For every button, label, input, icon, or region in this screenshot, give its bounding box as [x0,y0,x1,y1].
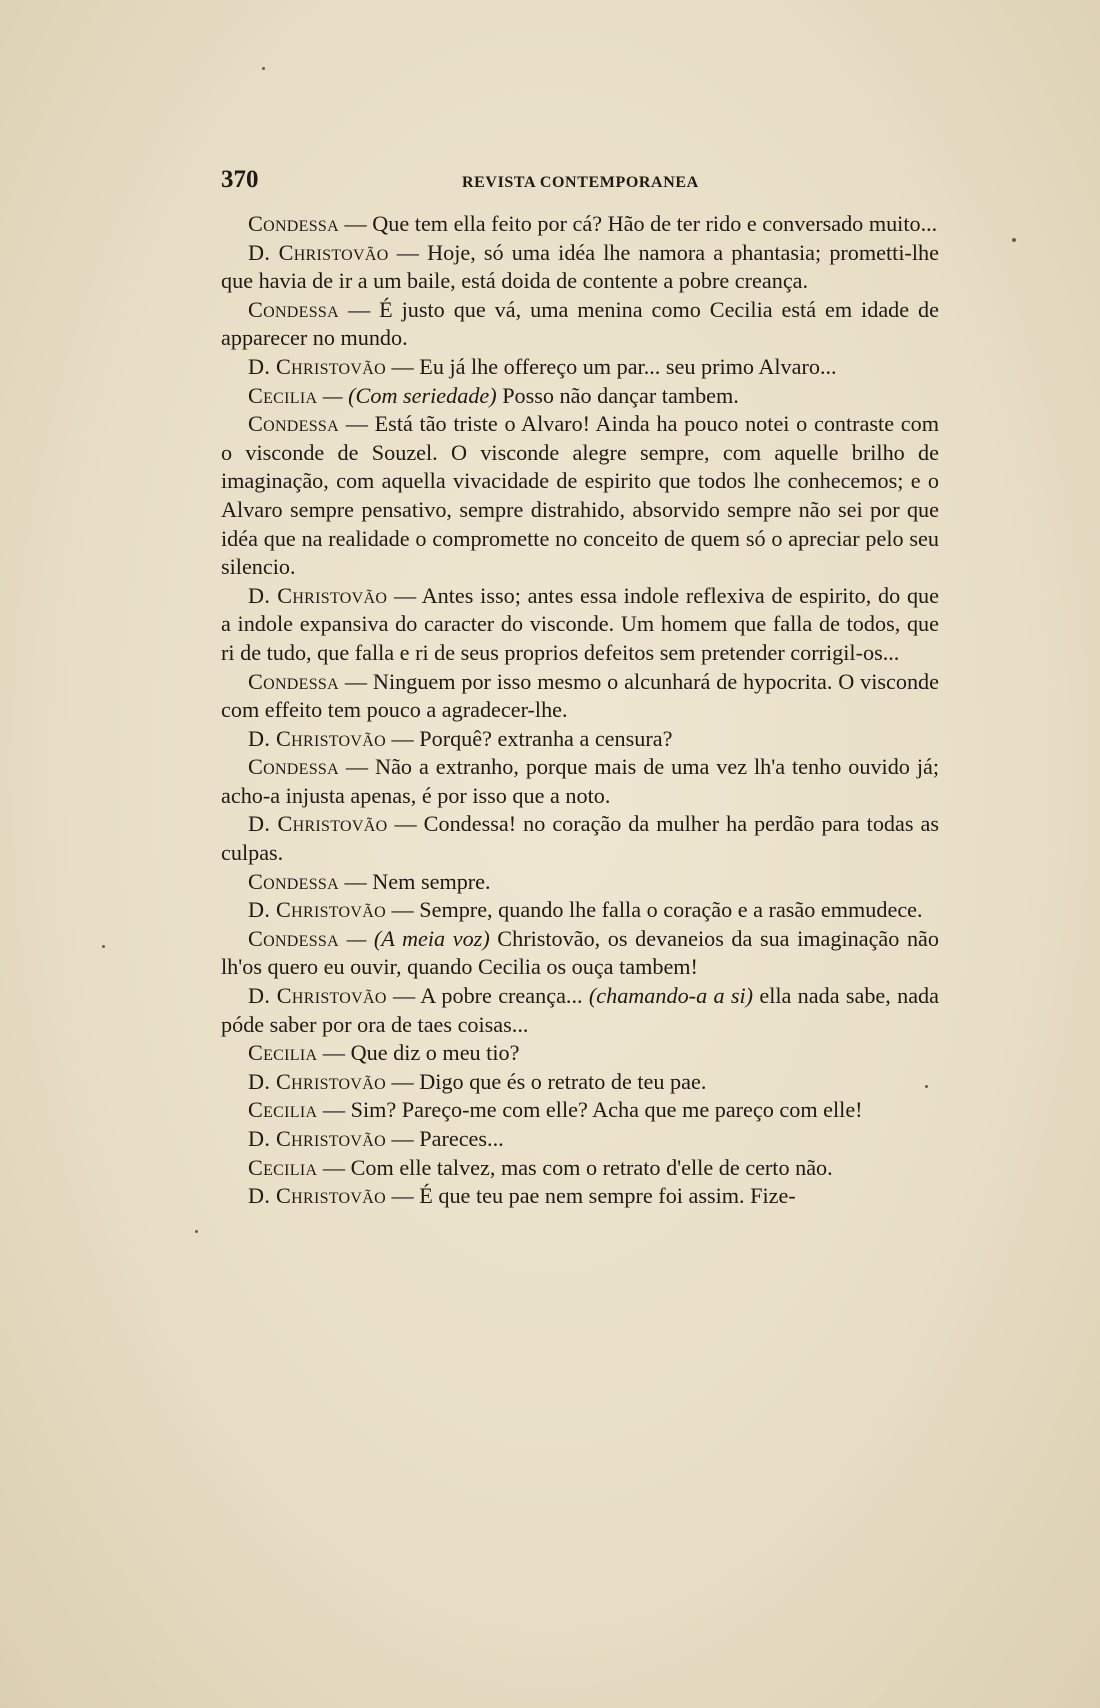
dialogue-line [221,1125,939,1154]
line-text: — É justo que vá, uma menina como Cecilia está em idade de apparecer no mundo. [221,296,939,351]
dialogue-line [221,896,939,925]
line-text: — Digo que és o retrato de teu pae. [385,1068,707,1094]
speaker-name: Condessa [248,754,339,780]
speaker-name: Condessa [248,211,339,236]
line-text: — Eu já lhe offereço um par... seu primo Alvaro... [385,353,837,379]
line-text: — Condessa! no coração da mulher ha perdão para todas as culpas. [221,811,939,866]
dialogue-line [221,668,939,725]
paper-speck [925,1085,928,1088]
dialogue-line [221,239,939,296]
line-text: — Sempre, quando lhe falla o coração e a rasão emmudece. [385,897,923,923]
speaker-name: Condessa [248,411,339,437]
speaker-name: Condessa [248,868,339,894]
speaker-name: Cecilia [248,1154,318,1180]
speaker-name: D. Christovão [248,239,389,265]
line-text: Christovão, os devaneios da sua imaginação não lh'os quero eu ouvir, quando Cecilia os ouça tambem! [221,925,939,980]
speaker-name: D. Christovão [248,1068,386,1094]
line-text: — Que tem ella feito por cá? Hão de ter rido e conversado muito... [339,211,938,236]
dialogue-line [221,210,939,239]
line-text: — Nem sempre. [339,868,491,894]
speaker-name: D. Christovão [248,353,386,379]
line-text: — Pareces... [385,1126,504,1151]
dialogue-line [221,725,939,754]
line-text: ella nada sabe, nada póde saber por ora de taes coisas... [221,983,939,1037]
speaker-name: D. Christovão [248,983,387,1009]
dialogue-line [221,1068,939,1097]
speaker-name: Condessa [248,296,339,322]
paper-speck [195,1230,198,1233]
dialogue-line [221,410,939,582]
dialogue-line [221,1096,939,1125]
dialogue-line [221,868,939,897]
line-text: — Que diz o meu tio? [317,1040,520,1066]
line-text: Posso não dançar tambem. [496,382,739,408]
line-text: — Porquê? extranha a censura? [385,725,673,751]
paper-speck [262,67,265,70]
speaker-name: Condessa [248,668,339,694]
dialogue-line [221,753,939,810]
speaker-name: Cecilia [248,1097,318,1123]
speaker-name: Cecilia [248,382,318,408]
running-title: REVISTA CONTEMPORANEA [462,174,699,191]
line-text: — Antes isso; antes essa indole reflexiva de espirito, do que a indole expansiva do caracter do visconde. Um homem que falla de todos, que ri de tudo, que falla e ri de seus proprios defeitos sem pretender corrigil-os... [221,582,939,665]
dialogue-line [221,382,939,411]
dialogue-line [221,810,939,867]
line-text: — Ninguem por isso mesmo o alcunhará de hypocrita. O visconde com effeito tem pouco a agradecer-lhe. [221,668,939,723]
dialogue-line [221,1182,939,1211]
page-header [221,166,939,202]
speaker-name: D. Christovão [248,1126,386,1151]
dialogue-line [221,296,939,353]
paper-speck [102,945,105,948]
line-text: — A pobre creança... [386,983,589,1009]
stage-direction: — (A meia voz) [339,925,490,951]
dialogue-line [221,982,939,1039]
speaker-name: D. Christovão [248,725,386,751]
speaker-name: D. Christovão [248,1183,386,1209]
dialogue-line [221,1039,939,1068]
dialogue-line [221,1154,939,1183]
line-text: — É que teu pae nem sempre foi assim. Fize- [385,1183,796,1209]
speaker-name: D. Christovão [248,582,388,608]
paper-speck [1012,238,1016,242]
speaker-name: D. Christovão [248,811,388,837]
line-text: — Está tão triste o Alvaro! Ainda ha pouco notei o contraste com o visconde de Souzel. O visconde alegre sempre, com aquelle brilho de imaginação, com aquella vivacidade de espirito que todos lhe conhecemos; e o Alvaro sempre pensativo, sempre distrahido, absorvido sempre não sei por que idéa que na realidade o compromette no conceito de quem só o apreciar pelo seu silencio. [221,411,939,580]
dialogue-line [221,353,939,382]
dialogue-line [221,582,939,668]
dialogue-text [221,210,939,1211]
dialogue-line [221,925,939,982]
stage-direction: (chamando-a a si) [588,983,754,1009]
line-text: — Sim? Pareço-me com elle? Acha que me pareço com elle! [317,1097,863,1123]
speaker-name: Cecilia [248,1040,318,1066]
speaker-name: D. Christovão [248,897,386,923]
line-text: — Hoje, só uma idéa lhe namora a phantasia; prometti-lhe que havia de ir a um baile, está doida de contente a pobre creança. [221,239,939,294]
speaker-name: Condessa [248,925,339,951]
stage-direction: — (Com seriedade) [317,382,497,408]
page-number: 370 [221,166,259,193]
line-text: — Com elle talvez, mas com o retrato d'elle de certo não. [317,1154,833,1180]
line-text: — Não a extranho, porque mais de uma vez lh'a tenho ouvido já; acho-a injusta apenas, é por isso que a noto. [221,754,939,808]
